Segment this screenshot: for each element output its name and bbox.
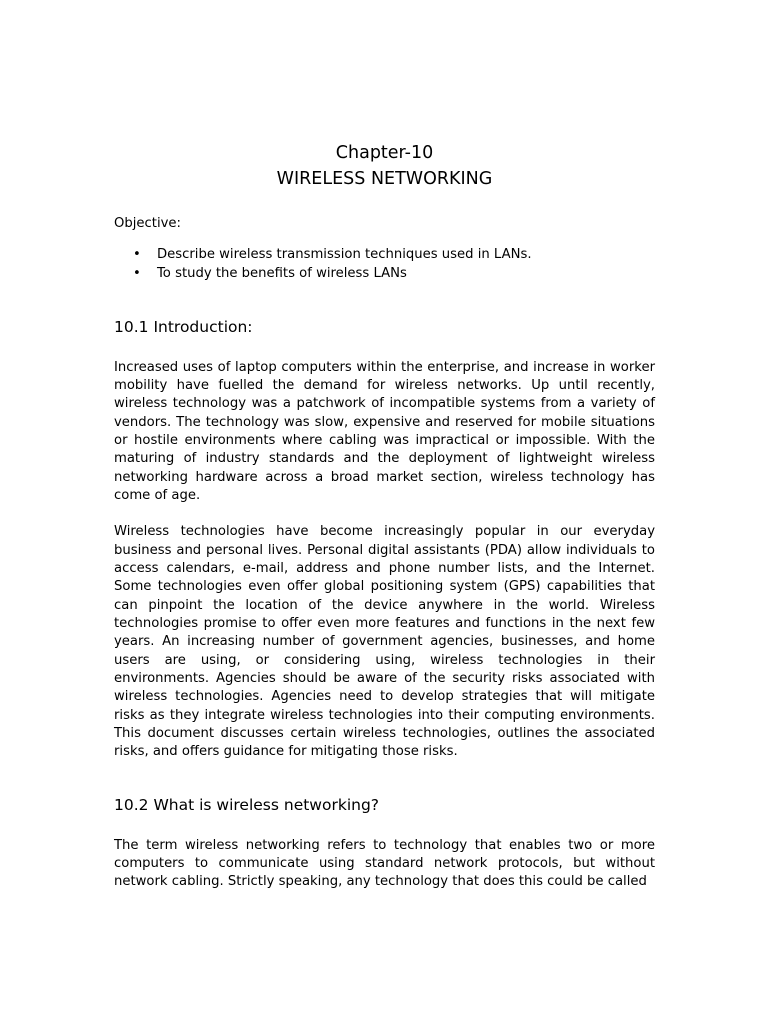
page-content (114, 140, 655, 892)
objectives-list (114, 245, 655, 283)
chapter-title: WIRELESS NETWORKING (276, 169, 493, 189)
introduction-paragraph: Increased uses of laptop computers within the enterprise, and increase in worker mobility have fuelled the demand for wireless networks. Up until recently, wireless technology was a patchwork of incompatible systems from a variety of vendors. The technology was slow, expensive and reserved for mobile situations or hostile environments where cabling was impractical or impossible. With the maturing of industry standards and the deployment of lightweight wireless networking hardware across a broad market section, wireless technology has come of age. (114, 359, 655, 503)
bullet-icon: • (133, 246, 141, 262)
objective-text: To study the benefits of wireless LANs (157, 265, 407, 281)
section-heading-introduction: 10.1 Introduction: (114, 317, 253, 336)
objective-label: Objective: (114, 216, 181, 231)
objective-item (114, 264, 655, 283)
section-heading-what-is-wireless: 10.2 What is wireless networking? (114, 795, 380, 814)
bullet-icon: • (133, 265, 141, 281)
introduction-paragraph: Wireless technologies have become increasingly popular in our everyday business and personal lives. Personal digital assistants (PDA) allow individuals to access calendars, e-mail, address and phone number lists, and the Internet. Some technologies even offer global positioning system (GPS) capabilities that can pinpoint the location of the device anywhere in the world. Wireless technologies promise to offer even more features and functions in the next few years. An increasing number of government agencies, businesses, and home users are using, or considering using, wireless technologies in their environments. Agencies should be aware of the security risks associated with wireless technologies. Agencies need to develop strategies that will mitigate risks as they integrate wireless technologies into their computing environments. This document discusses certain wireless technologies, outlines the associated risks, and offers guidance for mitigating those risks. (114, 524, 655, 760)
objective-text: Describe wireless transmission techniques used in LANs. (157, 246, 532, 262)
chapter-label: Chapter-10 (335, 143, 434, 163)
chapter-header (114, 140, 655, 192)
objective-item (114, 245, 655, 264)
what-is-wireless-paragraph: The term wireless networking refers to technology that enables two or more computers to communicate using standard network protocols, but without network cabling. Strictly speaking, any technology that does this could be called (114, 837, 655, 890)
